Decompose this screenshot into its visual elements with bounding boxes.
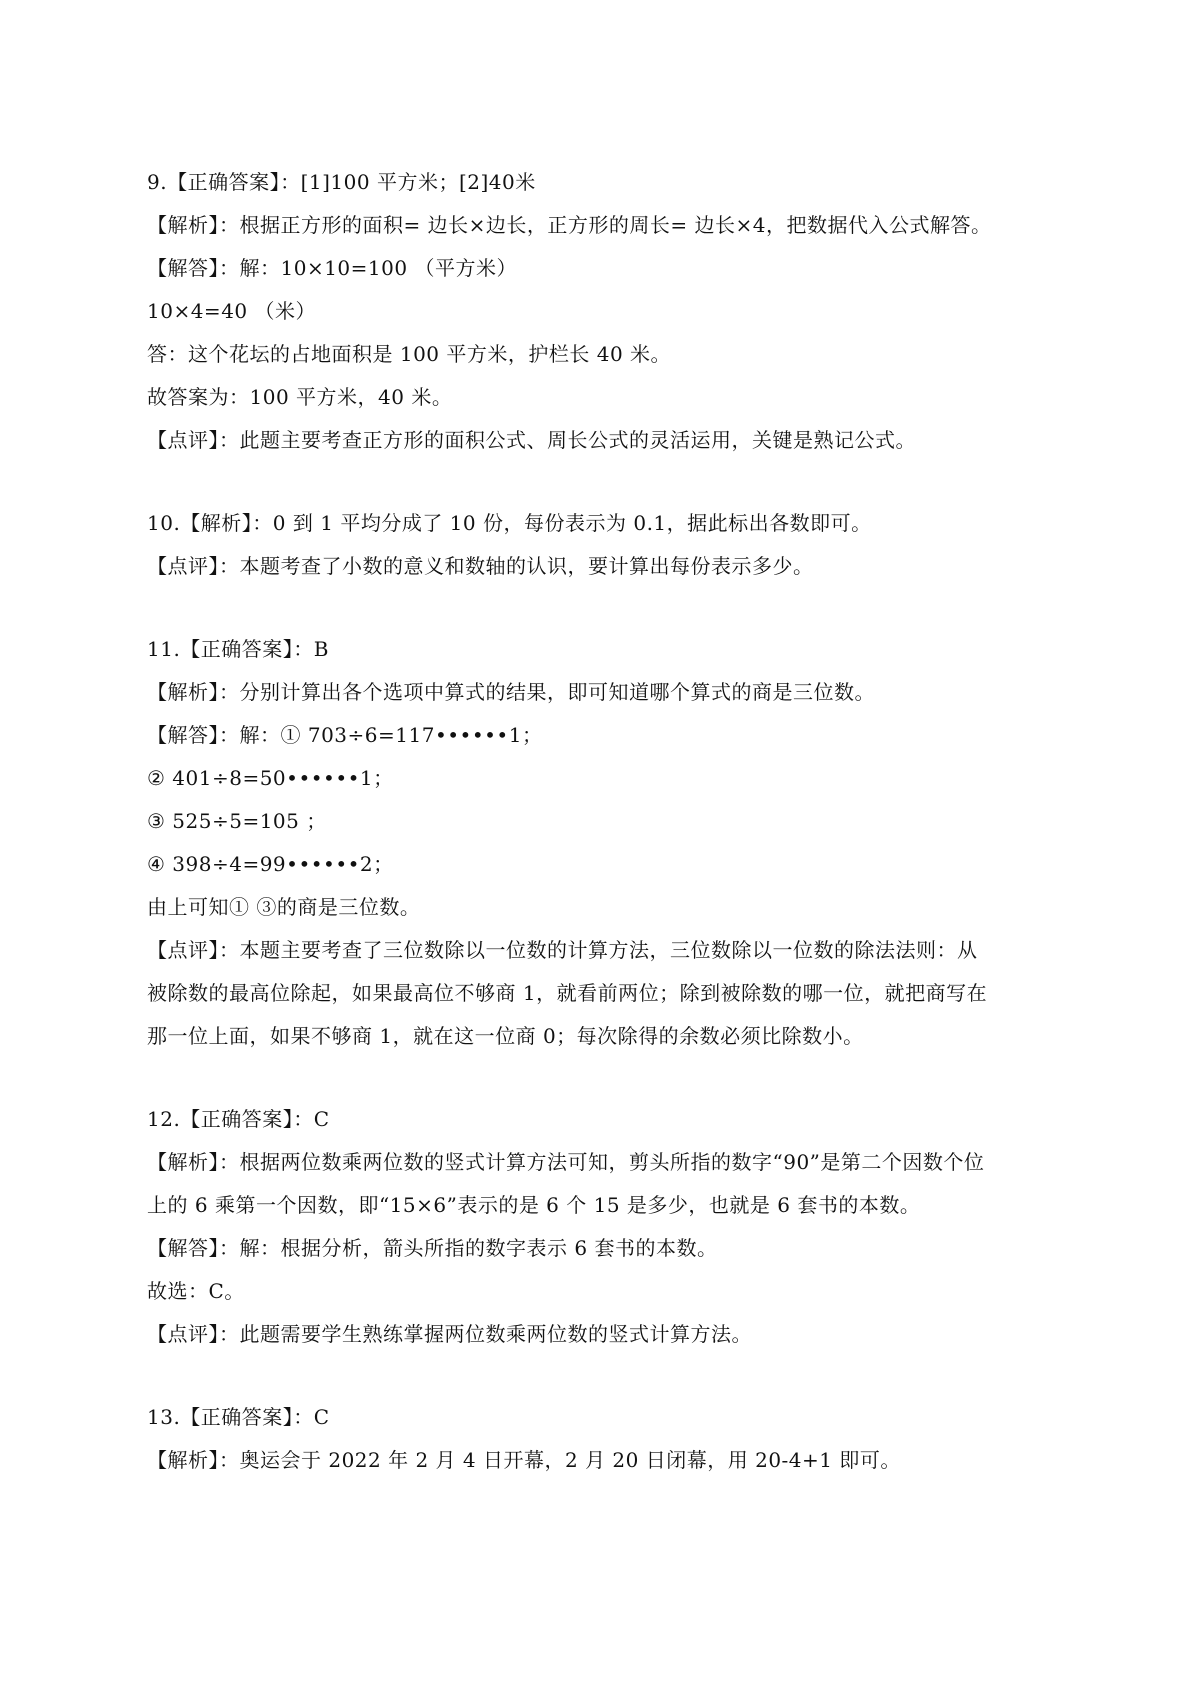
q12-answer: 12.【正确答案】：C [147, 1107, 330, 1131]
q11-conclusion: 由上可知① ③的商是三位数。 [147, 895, 421, 919]
q11-solution-line-2: ② 401÷8=50••••••1； [147, 766, 394, 790]
q13-analysis: 【解析】：奥运会于 2022 年 2 月 4 日开幕，2 月 20 日闭幕，用 20-4+1 即可。 [147, 1448, 901, 1472]
q12-analysis: 【解析】：根据两位数乘两位数的竖式计算方法可知，剪头所指的数字“90”是第二个因数个位 [147, 1150, 985, 1174]
q11-comment: 【点评】：本题主要考查了三位数除以一位数的计算方法，三位数除以一位数的除法法则：从 [147, 938, 978, 962]
q9-solution: 【解答】：解：10×10=100 （平方米） [147, 256, 517, 280]
q12-analysis-line-2: 上的 6 乘第一个因数，即“15×6”表示的是 6 个 15 是多少，也就是 6 套书的本数。 [147, 1193, 921, 1217]
q11-analysis: 【解析】：分别计算出各个选项中算式的结果，即可知道哪个算式的商是三位数。 [147, 680, 875, 704]
q12-solution: 【解答】：解：根据分析，箭头所指的数字表示 6 套书的本数。 [147, 1236, 718, 1260]
q9-solution-line-2: 10×4=40 （米） [147, 299, 316, 323]
q11-solution: 【解答】：解：① 703÷6=117••••••1； [147, 723, 543, 747]
q12-choice: 故选：C。 [147, 1279, 245, 1303]
q13-answer: 13.【正确答案】：C [147, 1405, 330, 1429]
q11-answer: 11.【正确答案】：B [147, 637, 330, 661]
q9-answer: 9.【正确答案】：[1]100 平方米；[2]40米 [147, 170, 536, 194]
q10-analysis: 10.【解析】：0 到 1 平均分成了 10 份，每份表示为 0.1，据此标出各数即可。 [147, 511, 872, 535]
q9-comment: 【点评】：此题主要考查正方形的面积公式、周长公式的灵活运用，关键是熟记公式。 [147, 428, 916, 452]
q10-comment: 【点评】：本题考查了小数的意义和数轴的认识，要计算出每份表示多少。 [147, 554, 814, 578]
q11-comment-line-3: 那一位上面，如果不够商 1，就在这一位商 0；每次除得的余数必须比除数小。 [147, 1024, 864, 1048]
q11-comment-line-2: 被除数的最高位除起，如果最高位不够商 1，就看前两位；除到被除数的哪一位，就把商写在 [147, 981, 988, 1005]
q9-analysis: 【解析】：根据正方形的面积= 边长×边长，正方形的周长= 边长×4，把数据代入公式解答。 [147, 213, 992, 237]
q9-response: 答：这个花坛的占地面积是 100 平方米，护栏长 40 米。 [147, 342, 672, 366]
q11-solution-line-3: ③ 525÷5=105 ； [147, 809, 327, 833]
q12-comment: 【点评】：此题需要学生熟练掌握两位数乘两位数的竖式计算方法。 [147, 1322, 752, 1346]
q11-solution-line-4: ④ 398÷4=99••••••2； [147, 852, 394, 876]
q9-final-answer: 故答案为：100 平方米，40 米。 [147, 385, 453, 409]
